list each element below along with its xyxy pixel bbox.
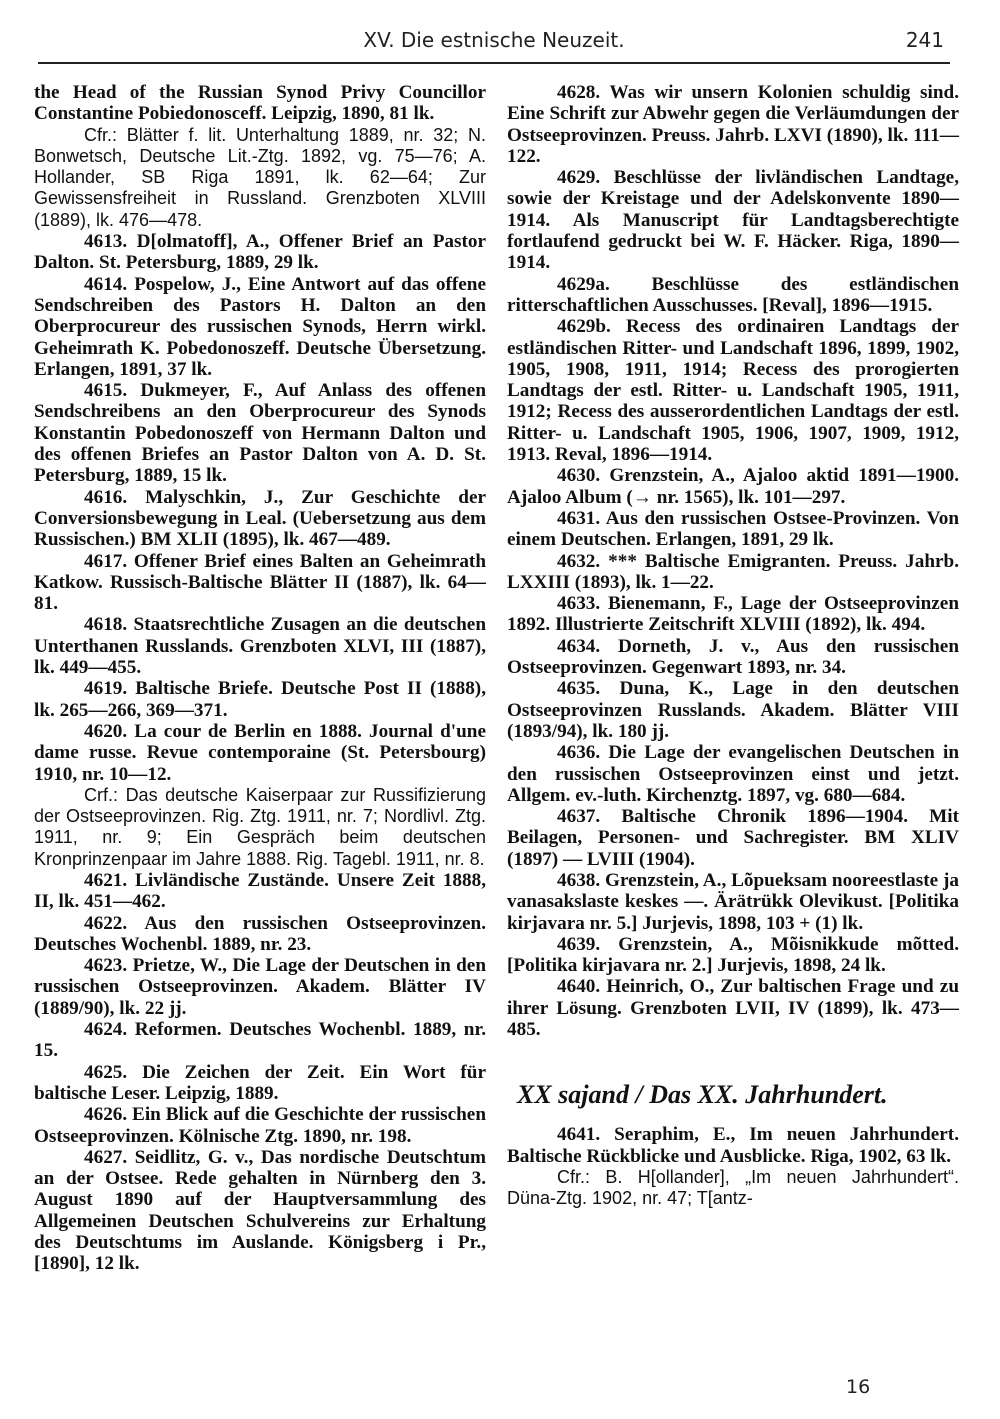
bibliography-entry: 4636. Die Lage der evangelischen Deutschen in den russischen Ostseeprovinzen einst und jetzt. Allgem. ev.-luth. Kirchenztg. 1897, vg. 680—684. xyxy=(507,742,959,806)
bibliography-entry: 4625. Die Zeichen der Zeit. Ein Wort für baltische Leser. Leipzig, 1889. xyxy=(34,1061,486,1104)
bibliography-entry: 4628. Was wir unsern Kolonien schuldig sind. Eine Schrift zur Abwehr gegen die Verläumdungen der Ostseeprovinzen. Preuss. Jahrb. LXVI (1890), lk. 111—122. xyxy=(507,82,959,167)
bibliography-entry: 4634. Dorneth, J. v., Aus den russischen Ostseeprovinzen. Gegenwart 1893, nr. 34. xyxy=(507,635,959,679)
right-column xyxy=(507,82,959,1210)
bibliography-entry: 4637. Baltische Chronik 1896—1904. Mit Beilagen, Personen- und Sachregister. BM XLIV (1897) — LVIII (1904). xyxy=(507,806,959,870)
bibliography-entry: 4635. Duna, K., Lage in den deutschen Ostseeprovinzen Russlands. Akadem. Blätter VIII (1893/94), lk. 180 jj. xyxy=(507,678,959,742)
bibliography-entry: 4618. Staatsrechtliche Zusagen an die deutschen Unterthanen Russlands. Grenzboten XLVI, III (1887), lk. 449—455. xyxy=(34,614,486,679)
bibliography-entry: 4630. Grenzstein, A., Ajaloo aktid 1891—1900. Ajaloo Album (→ nr. 1565), lk. 101—297. xyxy=(507,465,959,508)
page-header xyxy=(38,22,950,64)
bibliography-entry: 4641. Seraphim, E., Im neuen Jahrhundert. Baltische Rückblicke und Ausblicke. Riga, 1902, 63 lk. xyxy=(507,1124,959,1167)
bibliography-entry: 4626. Ein Blick auf die Geschichte der russischen Ostseeprovinzen. Kölnische Ztg. 1890, nr. 198. xyxy=(34,1104,486,1147)
bibliography-entry: 4622. Aus den russischen Ostseeprovinzen. Deutsches Wochenbl. 1889, nr. 23. xyxy=(34,912,486,955)
cfr-note: Crf.: Das deutsche Kaiserpaar zur Russifizierung der Ostseeprovinzen. Rig. Ztg. 1911, nr. 7; Nordlivl. Ztg. 1911, nr. 9; Ein Gespräch beim deutschen Kronprinzenpaar im Jahre 1888. Rig. Tagebl. 1911, nr. 8. xyxy=(34,784,486,869)
bibliography-entry: 4620. La cour de Berlin en 1888. Journal d'une dame russe. Revue contemporaine (St. Petersbourg) 1910, nr. 10—12. xyxy=(34,720,486,785)
cfr-note: Cfr.: B. H[ollander], „Im neuen Jahrhundert“. Düna-Ztg. 1902, nr. 47; T[antz- xyxy=(507,1166,959,1209)
running-title: XV. Die estnische Neuzeit. xyxy=(363,28,625,52)
bibliography-entry: 4624. Reformen. Deutsches Wochenbl. 1889, nr. 15. xyxy=(34,1019,486,1062)
bibliography-entry: 4627. Seidlitz, G. v., Das nordische Deutschtum an der Ostsee. Rede gehalten in Nürnberg den 3. August 1890 auf der Hauptversammlung des Allgemeinen Deutschen Schulvereins zur Erhaltung des Deutschtums im Auslande. Königsberg i Pr., [1890], 12 lk. xyxy=(34,1146,486,1275)
left-column xyxy=(34,82,486,1275)
cfr-note: Cfr.: Blätter f. lit. Unterhaltung 1889, nr. 32; N. Bonwetsch, Deutsche Lit.-Ztg. 1892, vg. 75—76; A. Hollander, SB Riga 1891, lk. 62—64; Zur Gewissensfreiheit in Russland. Grenzboten XLVIII (1889), lk. 476—478. xyxy=(34,124,486,230)
section-heading: XX sajand / Das XX. Jahrhundert. xyxy=(517,1080,888,1110)
bibliography-entry: 4639. Grenzstein, A., Mõisnikkude mõtted. [Politika kirjavara nr. 2.] Jurjevis, 1898, 24 lk. xyxy=(507,933,959,977)
bibliography-entry: 4629b. Recess des ordinairen Landtags der estländischen Ritter- und Landschaft 1896, 1899, 1902, 1905, 1908, 1911, 1914; Recess des prorogierten Landtags der estl. Ritter- u. Landschaft 1905, 1911, 1912; Recess des ausserordentlichen Landtags der estl. Ritter- u. Landschaft 1905, 1906, 1907, 1909, 1912, 1913. Reval, 1896—1914. xyxy=(507,316,959,466)
bibliography-entry: 4640. Heinrich, O., Zur baltischen Frage und zu ihrer Lösung. Grenzboten LVII, IV (1899), lk. 473—485. xyxy=(507,976,959,1041)
bibliography-entry: 4621. Livländische Zustände. Unsere Zeit 1888, II, lk. 451—462. xyxy=(34,869,486,913)
bibliography-entry: 4619. Baltische Briefe. Deutsche Post II (1888), lk. 265—266, 369—371. xyxy=(34,678,486,721)
signature-mark: 16 xyxy=(846,1376,871,1398)
bibliography-entry: the Head of the Russian Synod Privy Councillor Constantine Pobiedonosceff. Leipzig, 1890, 81 lk. xyxy=(34,82,486,125)
bibliography-entry: 4614. Pospelow, J., Eine Antwort auf das offene Sendschreiben des Pastors H. Dalton an den Oberprocureur des russischen Synods, Herrn wirkl. Geheimrath K. Pobedonoszeff. Deutsche Übersetzung. Erlangen, 1891, 37 lk. xyxy=(34,273,486,380)
bibliography-entry: 4629a. Beschlüsse des estländischen ritterschaftlichen Ausschusses. [Reval], 1896—1915. xyxy=(507,273,959,316)
bibliography-entry: 4623. Prietze, W., Die Lage der Deutschen in den russischen Ostseeprovinzen. Akadem. Blätter IV (1889/90), lk. 22 jj. xyxy=(34,955,486,1019)
bibliography-entry: 4632. *** Baltische Emigranten. Preuss. Jahrb. LXXIII (1893), lk. 1—22. xyxy=(507,550,959,593)
right-column-entries xyxy=(507,82,959,1040)
bibliography-entry: 4629. Beschlüsse der livländischen Landtage, sowie der Kreistage und der Adelskonvente 1890—1914. Als Manuscript für Landtagsberechtigte fortlaufend gedruckt bei W. F. Häcker. Riga, 1890—1914. xyxy=(507,167,959,274)
bibliography-entry: 4631. Aus den russischen Ostsee-Provinzen. Von einem Deutschen. Erlangen, 1891, 29 lk. xyxy=(507,507,959,551)
page-number: 241 xyxy=(905,28,944,52)
bibliography-entry: 4613. D[olmatoff], A., Offener Brief an Pastor Dalton. St. Petersburg, 1889, 29 lk. xyxy=(34,231,486,274)
bibliography-entry: 4638. Grenzstein, A., Lõpueksam nooreestlaste ja vanasakslaste keskes —. Ärätrükk Olevikust. [Politika kirjavara nr. 5.] Jurjevis, 1898, 103 + (1) lk. xyxy=(507,869,959,934)
right-column-entries-after xyxy=(507,1124,959,1209)
bibliography-entry: 4615. Dukmeyer, F., Auf Anlass des offenen Sendschreibens an den Oberprocureur des Synods Konstantin Pobedonoszeff von Hermann Dalton und des offenen Briefes an Pastor Dalton von A. D. St. Petersburg, 1889, 15 lk. xyxy=(34,380,486,487)
bibliography-entry: 4633. Bienemann, F., Lage der Ostseeprovinzen 1892. Illustrierte Zeitschrift XLVIII (1892), lk. 494. xyxy=(507,593,959,636)
bibliography-entry: 4617. Offener Brief eines Balten an Geheimrath Katkow. Russisch-Baltische Blätter II (1887), lk. 64—81. xyxy=(34,550,486,615)
bibliography-entry: 4616. Malyschkin, J., Zur Geschichte der Conversionsbewegung in Leal. (Uebersetzung aus dem Russischen.) BM XLII (1895), lk. 467—489. xyxy=(34,486,486,551)
